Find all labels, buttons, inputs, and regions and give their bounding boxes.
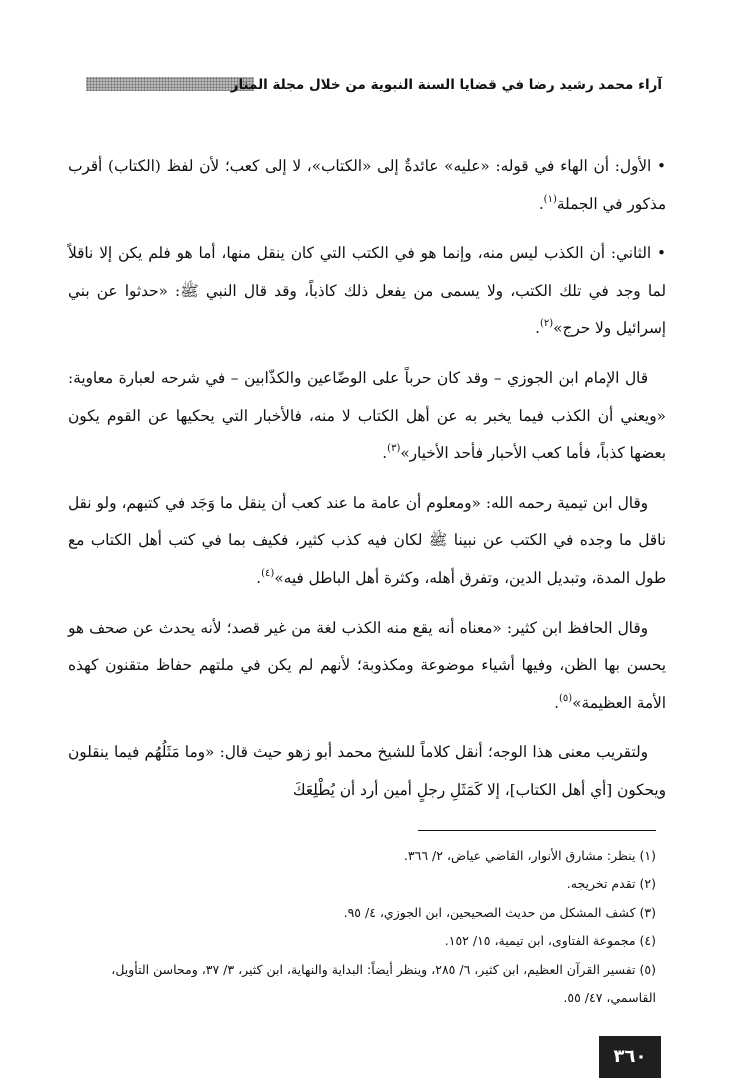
footnotes	[60, 842, 656, 1012]
paragraph-text: • الثاني: أن الكذب ليس منه، وإنما هو في الكتب التي كان ينقل منها، أما هو فلم يكن إلا ناقلاً لما وجد في تلك الكتب، ولا يسمى من يفعل ذلك كاذباً، وقد قال النبي ﷺ: «حدثوا عن بني إسرائيل ولا حرج»	[68, 244, 666, 338]
running-header	[86, 74, 662, 96]
footnote-item: (٢) تقدم تخريجه.	[566, 876, 656, 892]
paragraph-text: وقال الحافظ ابن كثير: «معناه أنه يقع منه الكذب لغة من غير قصد؛ لأنه يحدث عن صحف هو يحسن بها الظن، وفيها أشياء موضوعة ومكذوبة؛ لأنهم لم يكن في ملتهم حفاظ متقنون كهذه الأمة العظيمة»	[68, 618, 666, 712]
header-decorative-bar	[86, 77, 254, 91]
footnote-item: (٥) تفسير القرآن العظيم، ابن كثير، ٦/ ٢٨٥، وينظر أيضاً: البداية والنهاية، ابن كثير، ٣/ ٣٧، ومحاسن التأويل، القاسمي، ٤٧/ ٥٥.	[111, 961, 656, 1006]
paragraph-ibn-kathir	[68, 610, 666, 723]
footnote-marker: (٢)	[539, 318, 554, 330]
footnote-marker: (٤)	[261, 567, 275, 579]
footnote-item: (١) ينظر: مشارق الأنوار، القاضي عياض، ٢/ ٣٦٦.	[403, 848, 656, 863]
paragraph-second-point	[68, 235, 666, 348]
footnote-marker: (٥)	[559, 692, 573, 704]
paragraph-abu-zahw	[68, 734, 666, 809]
footnote-marker: (٣)	[387, 443, 401, 455]
header-title: آراء محمد رشيد رضا في قضايا السنة النبوية من خلال مجلة المنار	[230, 77, 662, 93]
page-number: ٣٦٠	[599, 1036, 661, 1078]
footnote-item: (٤) مجموعة الفتاوى، ابن تيمية، ١٥/ ١٥٢.	[444, 933, 656, 949]
paragraph-text: .	[256, 568, 262, 587]
footnote-separator	[418, 830, 656, 831]
paragraph-text: .	[535, 319, 540, 338]
paragraph-text: .	[538, 194, 544, 213]
paragraph-text: • الأول: أن الهاء في قوله: «عليه» عائدةٌ إلى «الكتاب»، لا إلى كعب؛ لأن لفظ (الكتاب) أقرب مذكور في الجملة	[68, 157, 666, 213]
paragraph-text: قال الإمام ابن الجوزي – وقد كان حرباً على الوضّاعين والكذّابين – في شرحه لعبارة معاوية: «ويعني أن الكذب فيما يخبر به عن أهل الكتاب لا منه، فالأخبار التي يحكيها عن القوم يكون بعضها كذباً، فأما كعب الأحبار فأحد الأخيار»	[68, 368, 666, 463]
paragraph-text: ولتقريب معنى هذا الوجه؛ أنقل كلاماً للشيخ محمد أبو زهو حيث قال: «وما مَثَلُهُم فيما ينقلون ويحكون [أي أهل الكتاب]، إلا كَمَثَلِ رجلٍ أمين أرد أن يُطْلِعَكَ	[68, 743, 666, 799]
paragraph-first-point	[68, 148, 666, 223]
paragraph-text: .	[554, 693, 559, 712]
footnote-item: (٣) كشف المشكل من حديث الصحيحين، ابن الجوزي، ٤/ ٩٥.	[343, 904, 656, 920]
paragraph-text: وقال ابن تيمية رحمه الله: «ومعلوم أن عامة ما عند كعب أن ينقل ما وَجَد في كتبهم، ولو نقل ناقل ما وجده في الكتب عن نبينا ﷺ لكان فيه كذب كثير، فكيف بما في كتب أهل الكتاب مع طول المدة، وتبديل الدين، وتفرق أهله، وكثرة أهل الباطل فيه»	[68, 493, 666, 587]
paragraph-ibn-taymiyya	[68, 485, 666, 598]
footnote-marker: (١)	[543, 193, 557, 205]
paragraph-text: .	[382, 444, 388, 463]
paragraph-ibn-aljawzi	[68, 360, 666, 473]
main-text	[68, 148, 666, 822]
